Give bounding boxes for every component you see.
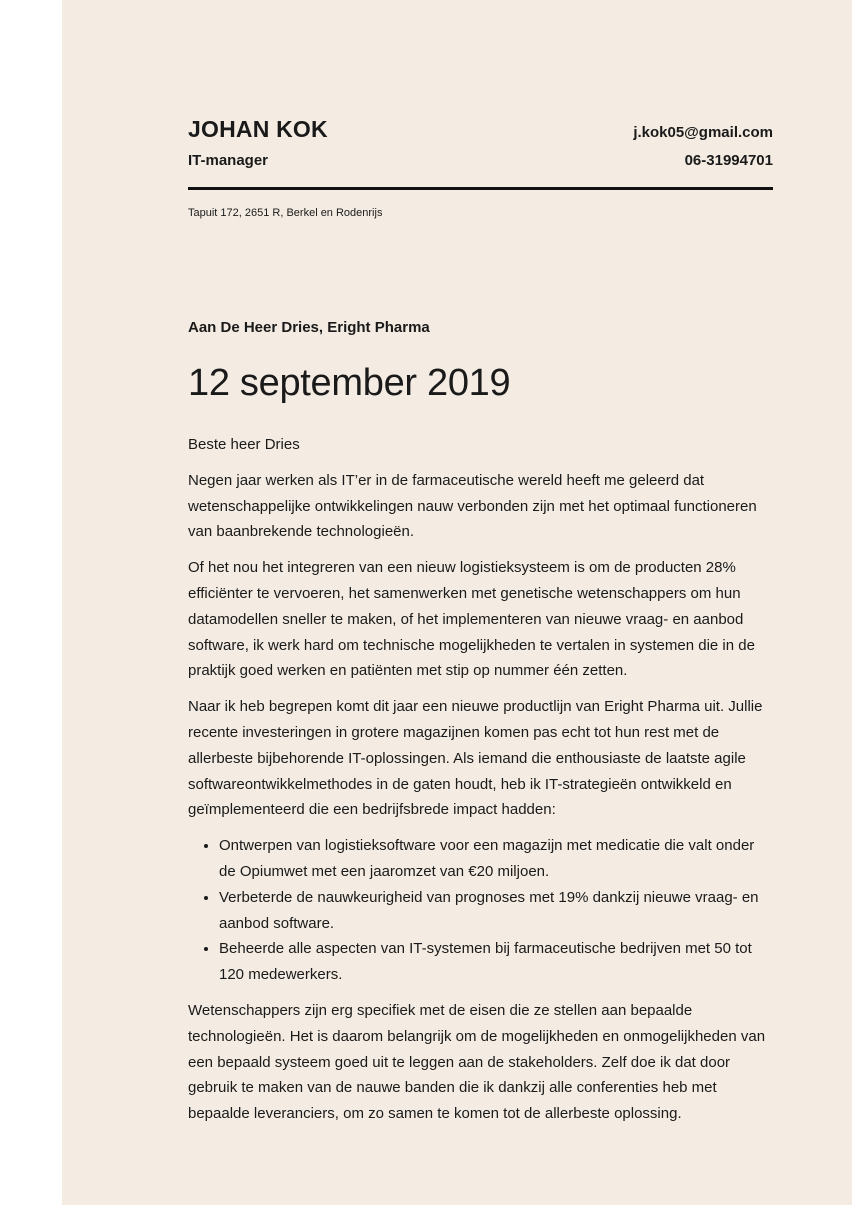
sender-phone: 06-31994701 (684, 152, 773, 169)
sender-role: IT-manager (188, 152, 269, 169)
header-divider (188, 187, 773, 190)
letter-body (188, 432, 773, 1137)
achievement-item: • Ontwerpen van logistieksoftware voor een magazijn met medicatie die valt onder de Opiumwet met een jaaromzet van €20 miljoen. (219, 833, 773, 885)
sender-email: j.kok05@gmail.com (633, 124, 773, 141)
body-paragraph-2: Of het nou het integreren van een nieuw logistieksysteem is om de producten 28% efficiënter te vervoeren, het samenwerken met genetische wetenschappers om hun datamodellen sneller te maken, of het implementeren van nieuwe vraag- en aanbod software, ik werk hard om technische mogelijkheden te vertalen in systemen die in de praktijk goed werken en patiënten met stip op nummer één zetten. (188, 559, 755, 680)
body-paragraph-1: Negen jaar werken als IT’er in de farmaceutische wereld heeft me geleerd dat wetenschappelijke ontwikkelingen nauw verbonden zijn met het optimaal functioneren van baanbrekende technologieën. (188, 471, 757, 541)
closing-paragraph: Wetenschappers zijn erg specifiek met de eisen die ze stellen aan bepaalde technologieën. Het is daarom belangrijk om de mogelijkheden en onmogelijkheden van een bepaald systeem goed uit te leggen aan de stakeholders. Zelf doe ik dat door gebruik te maken van de nauwe banden die ik dankzij alle conferenties heb met bepaalde leveranciers, om zo samen te komen tot de allerbeste oplossing. (188, 1001, 766, 1123)
sender-address: Tapuit 172, 2651 R, Berkel en Rodenrijs (188, 207, 383, 219)
recipient-line: Aan De Heer Dries, Eright Pharma (188, 319, 430, 336)
letter-date: 12 september 2019 (188, 362, 511, 404)
achievement-item: • Beheerde alle aspecten van IT-systemen bij farmaceutische bedrijven met 50 tot 120 medewerkers. (219, 936, 773, 988)
achievement-item: • Verbeterde de nauwkeurigheid van prognoses met 19% dankzij nieuwe vraag- en aanbod software. (219, 885, 773, 937)
sender-name: JOHAN KOK (188, 116, 328, 142)
body-paragraph-3: Naar ik heb begrepen komt dit jaar een nieuwe productlijn van Eright Pharma uit. Jullie recente investeringen in grotere magazijnen komen pas echt tot hun rest met de allerbeste bijbehorende IT-oplossingen. Als iemand die enthousiaste de laatste agile softwareontwikkelmethodes in de gaten houdt, heb ik IT-strategieën ontwikkeld en geïmplementeerd die een bedrijfsbrede impact hadden: (188, 698, 763, 819)
achievements-list (188, 833, 773, 988)
letter-page (62, 0, 852, 1205)
salutation: Beste heer Dries (188, 436, 300, 453)
